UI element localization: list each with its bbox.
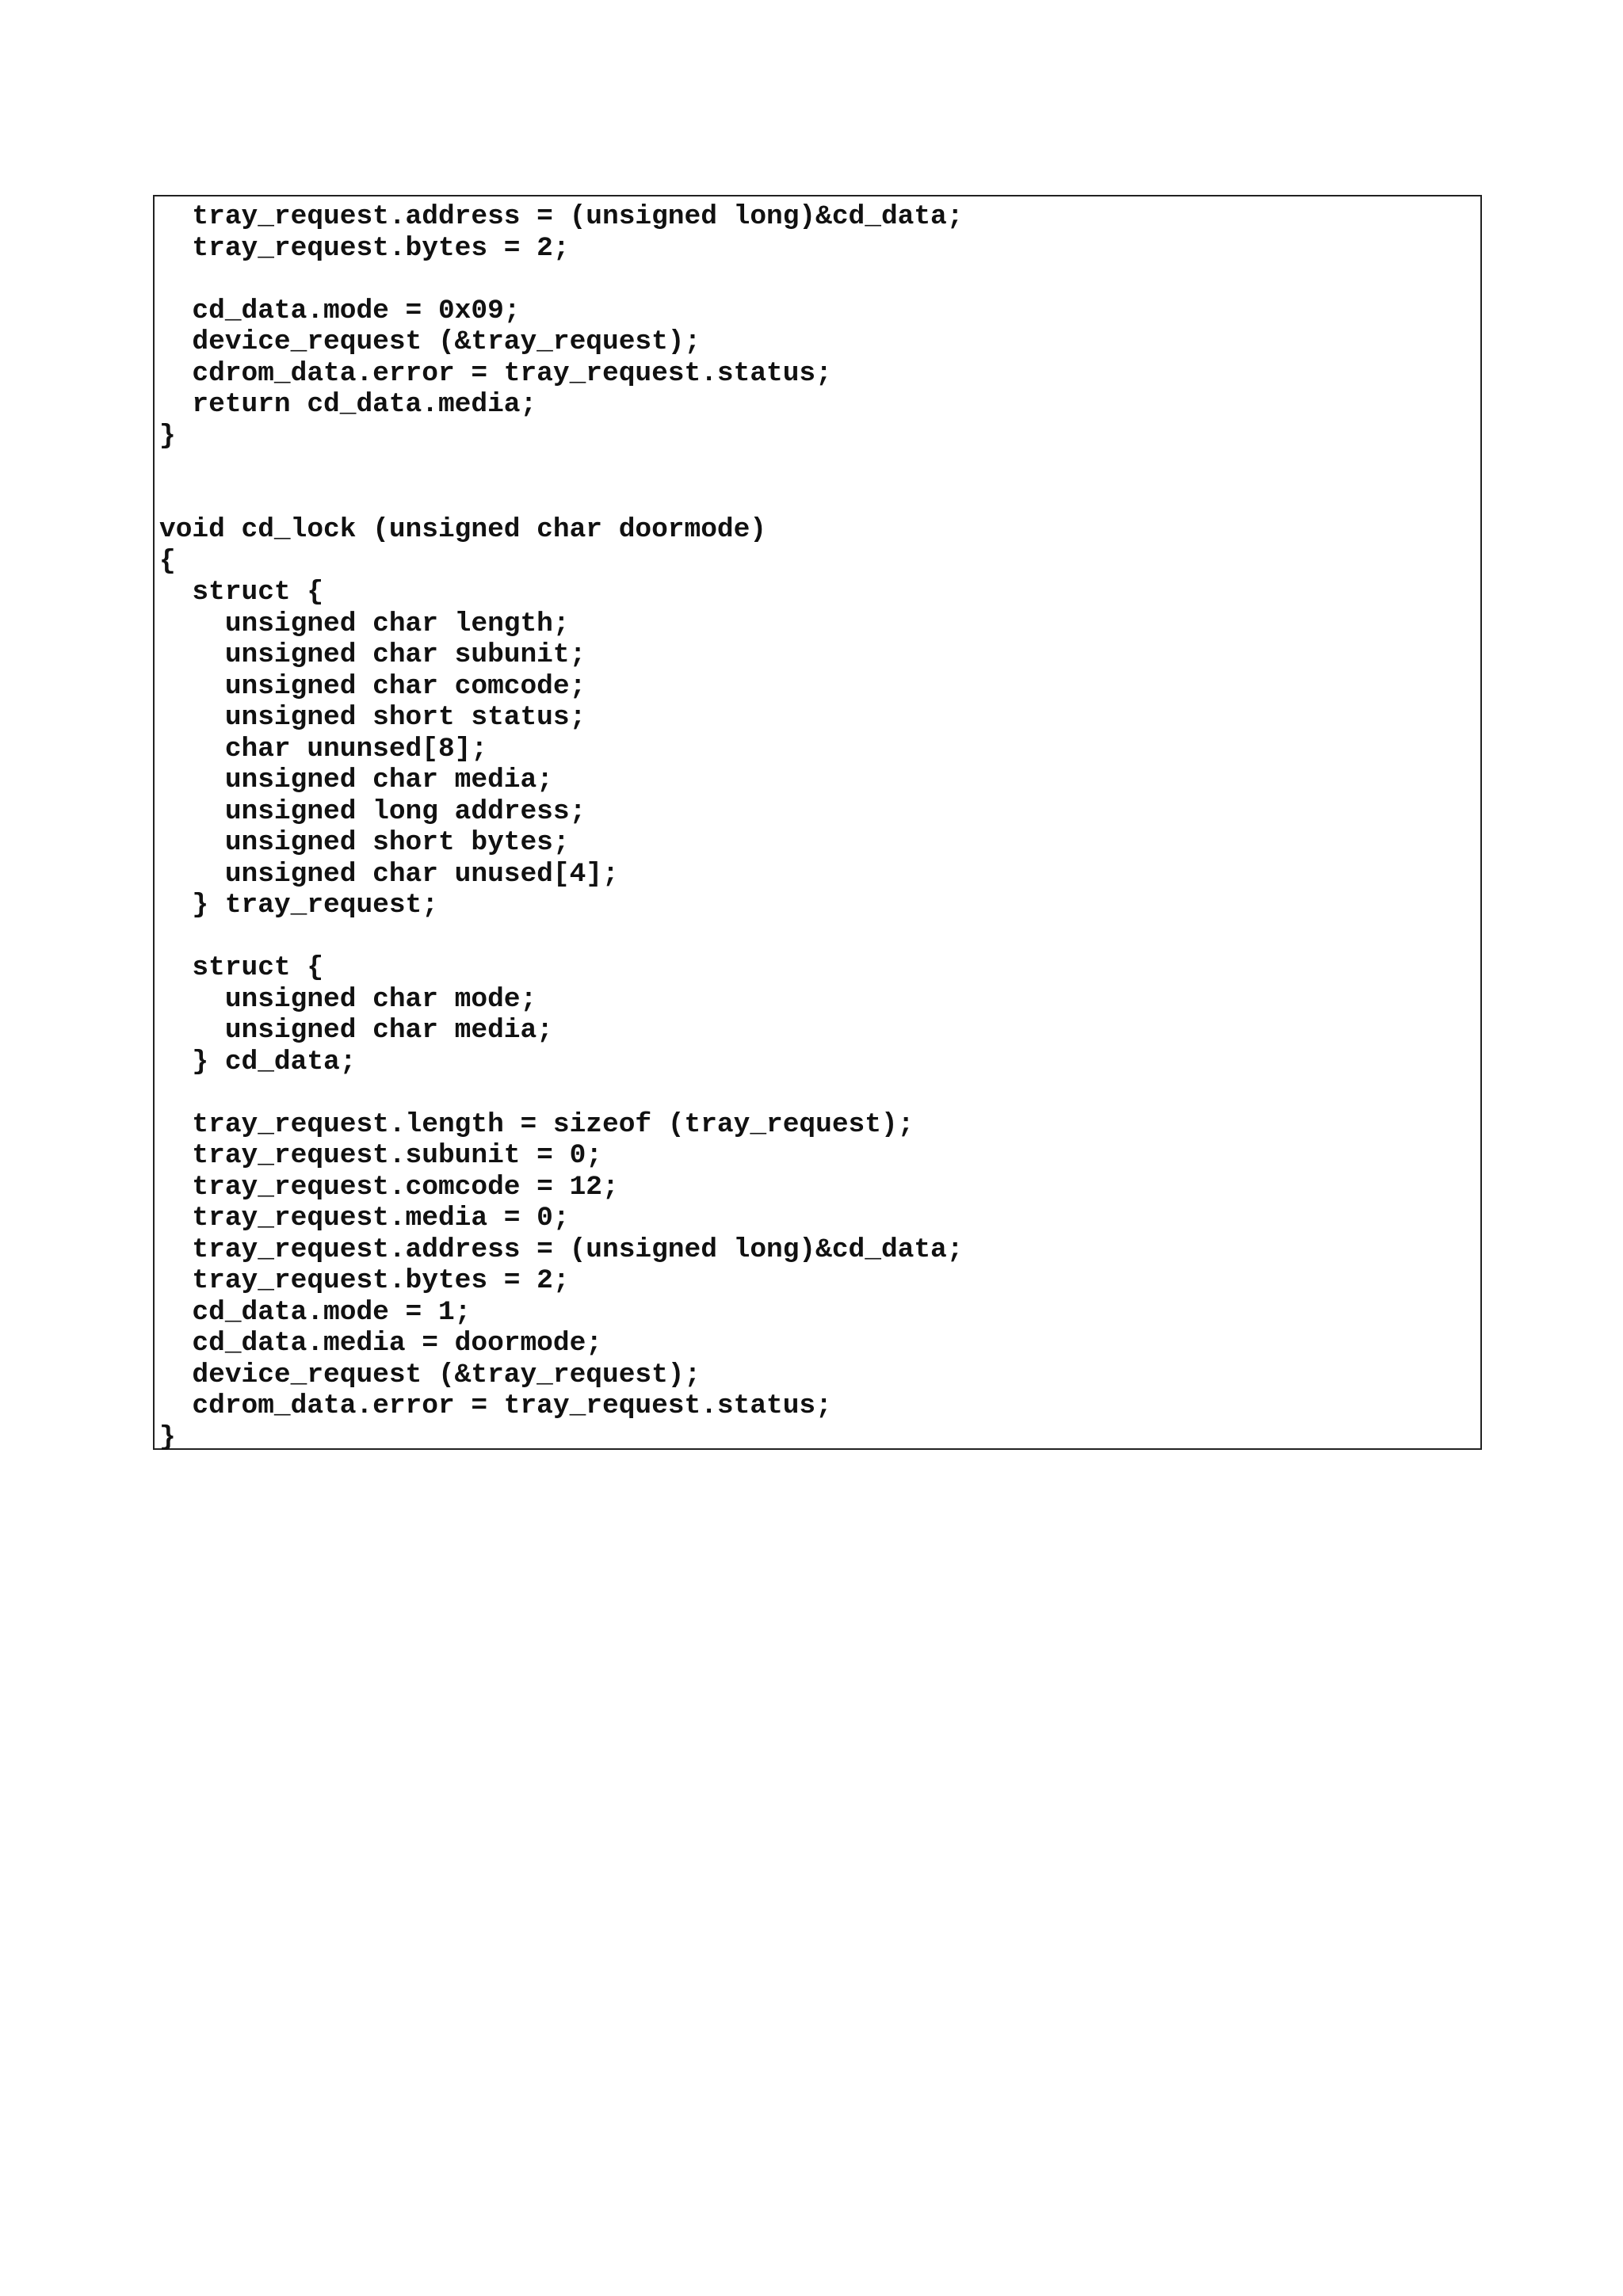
code-line: } xyxy=(159,420,176,452)
code-line: unsigned long address; xyxy=(159,795,586,827)
code-listing xyxy=(159,201,963,1453)
code-line: unsigned char media; xyxy=(159,1015,553,1046)
code-line: cdrom_data.error = tray_request.status; xyxy=(159,1390,832,1421)
code-line: device_request (&tray_request); xyxy=(159,326,701,357)
code-line xyxy=(159,921,963,953)
code-line xyxy=(159,483,963,515)
code-line: unsigned char unused[4]; xyxy=(159,858,619,890)
code-line xyxy=(159,1077,963,1109)
code-line: void cd_lock (unsigned char doormode) xyxy=(159,514,767,545)
code-listing-box xyxy=(153,195,1482,1453)
code-line: tray_request.media = 0; xyxy=(159,1203,570,1234)
code-line: tray_request.address = (unsigned long)&cd_data; xyxy=(159,1234,964,1265)
code-line: struct { xyxy=(159,577,324,608)
code-line: cd_data.mode = 1; xyxy=(159,1296,472,1328)
code-line: } cd_data; xyxy=(159,1046,357,1077)
code-line: { xyxy=(159,545,176,577)
code-line: tray_request.bytes = 2; xyxy=(159,232,570,264)
code-line xyxy=(159,264,963,296)
code-line: tray_request.address = (unsigned long)&cd_data; xyxy=(159,201,964,232)
code-line: cd_data.media = doormode; xyxy=(159,1328,602,1359)
code-line: return cd_data.media; xyxy=(159,389,537,420)
code-line: device_request (&tray_request); xyxy=(159,1359,701,1390)
code-line: unsigned char subunit; xyxy=(159,639,586,670)
code-line: tray_request.subunit = 0; xyxy=(159,1140,602,1171)
code-line: } tray_request; xyxy=(159,890,438,921)
code-line: cdrom_data.error = tray_request.status; xyxy=(159,357,832,389)
code-line: tray_request.bytes = 2; xyxy=(159,1265,570,1296)
code-line: unsigned short status; xyxy=(159,702,586,733)
code-line: struct { xyxy=(159,952,324,983)
code-line: } xyxy=(159,1421,176,1453)
code-line: unsigned char length; xyxy=(159,608,570,639)
code-line: unsigned char media; xyxy=(159,765,553,795)
code-line: unsigned char mode; xyxy=(159,983,537,1015)
code-line: cd_data.mode = 0x09; xyxy=(159,295,521,326)
code-line: char ununsed[8]; xyxy=(159,733,488,765)
code-line: tray_request.length = sizeof (tray_request); xyxy=(159,1108,915,1140)
code-line: tray_request.comcode = 12; xyxy=(159,1171,619,1203)
code-line: unsigned char comcode; xyxy=(159,670,586,702)
code-line: unsigned short bytes; xyxy=(159,827,570,858)
code-line xyxy=(159,452,963,483)
